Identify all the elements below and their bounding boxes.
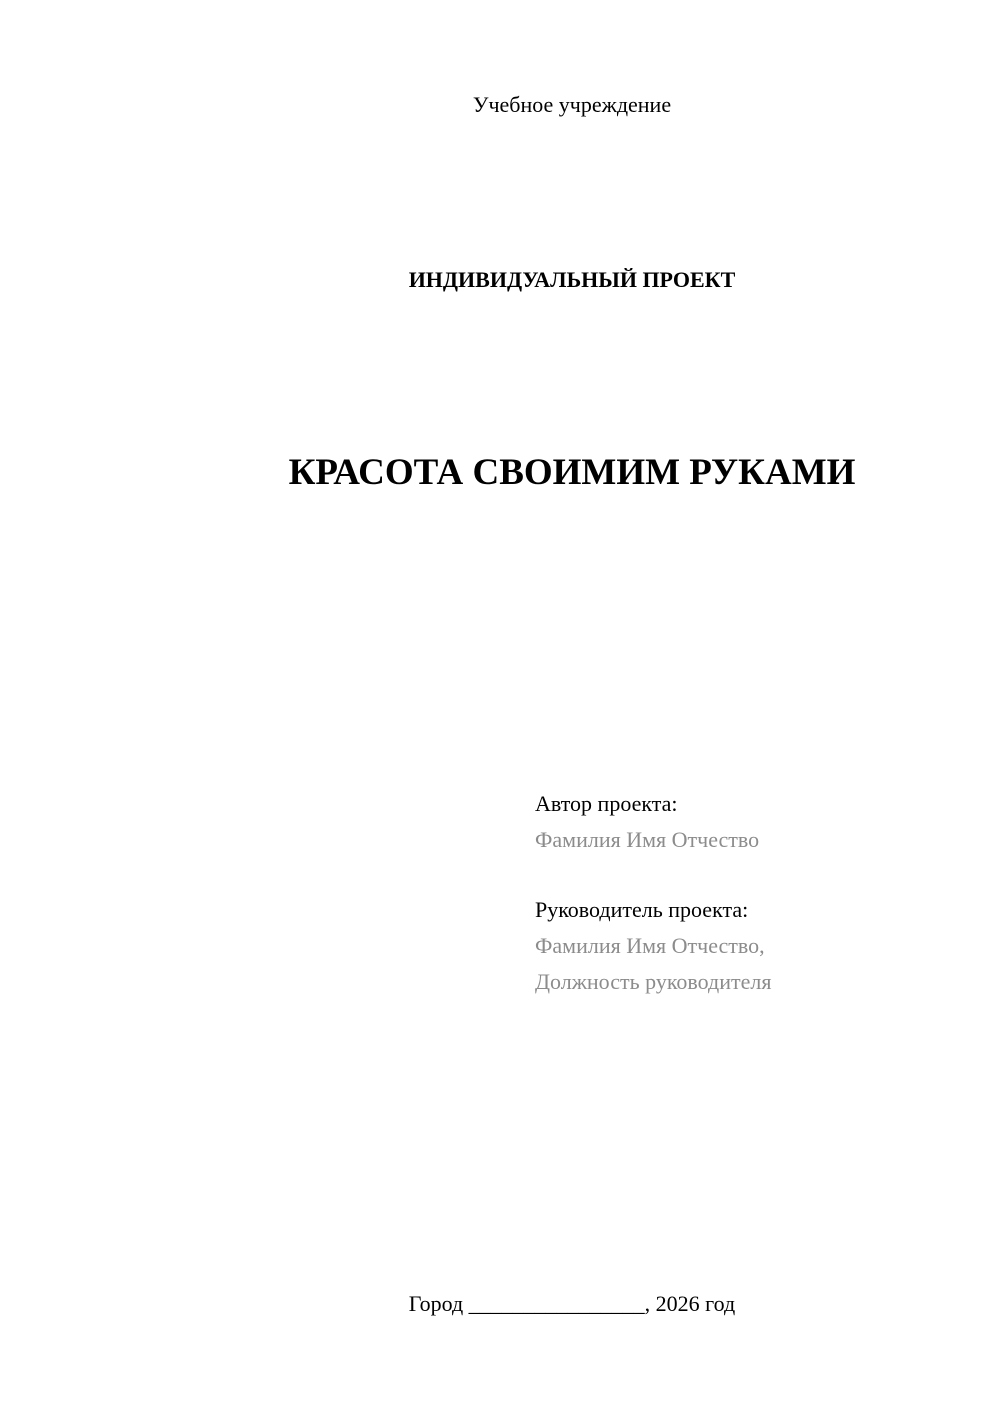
info-spacer [535, 858, 975, 892]
city-year-line: Город ________________, 2026 год [408, 1291, 736, 1316]
supervisor-position: Должность руководителя [535, 969, 772, 994]
author-label: Автор проекта: [535, 791, 678, 816]
project-title: КРАСОТА СВОИМИМ РУКАМИ [288, 452, 856, 493]
supervisor-label: Руководитель проекта: [535, 897, 749, 922]
institution-name: Учебное учреждение [472, 92, 672, 117]
supervisor-name: Фамилия Имя Отчество, [535, 933, 765, 958]
author-name: Фамилия Имя Отчество [535, 827, 760, 852]
document-type-heading: ИНДИВИДУАЛЬНЫЙ ПРОЕКТ [408, 267, 736, 292]
project-info-block [535, 786, 975, 1000]
